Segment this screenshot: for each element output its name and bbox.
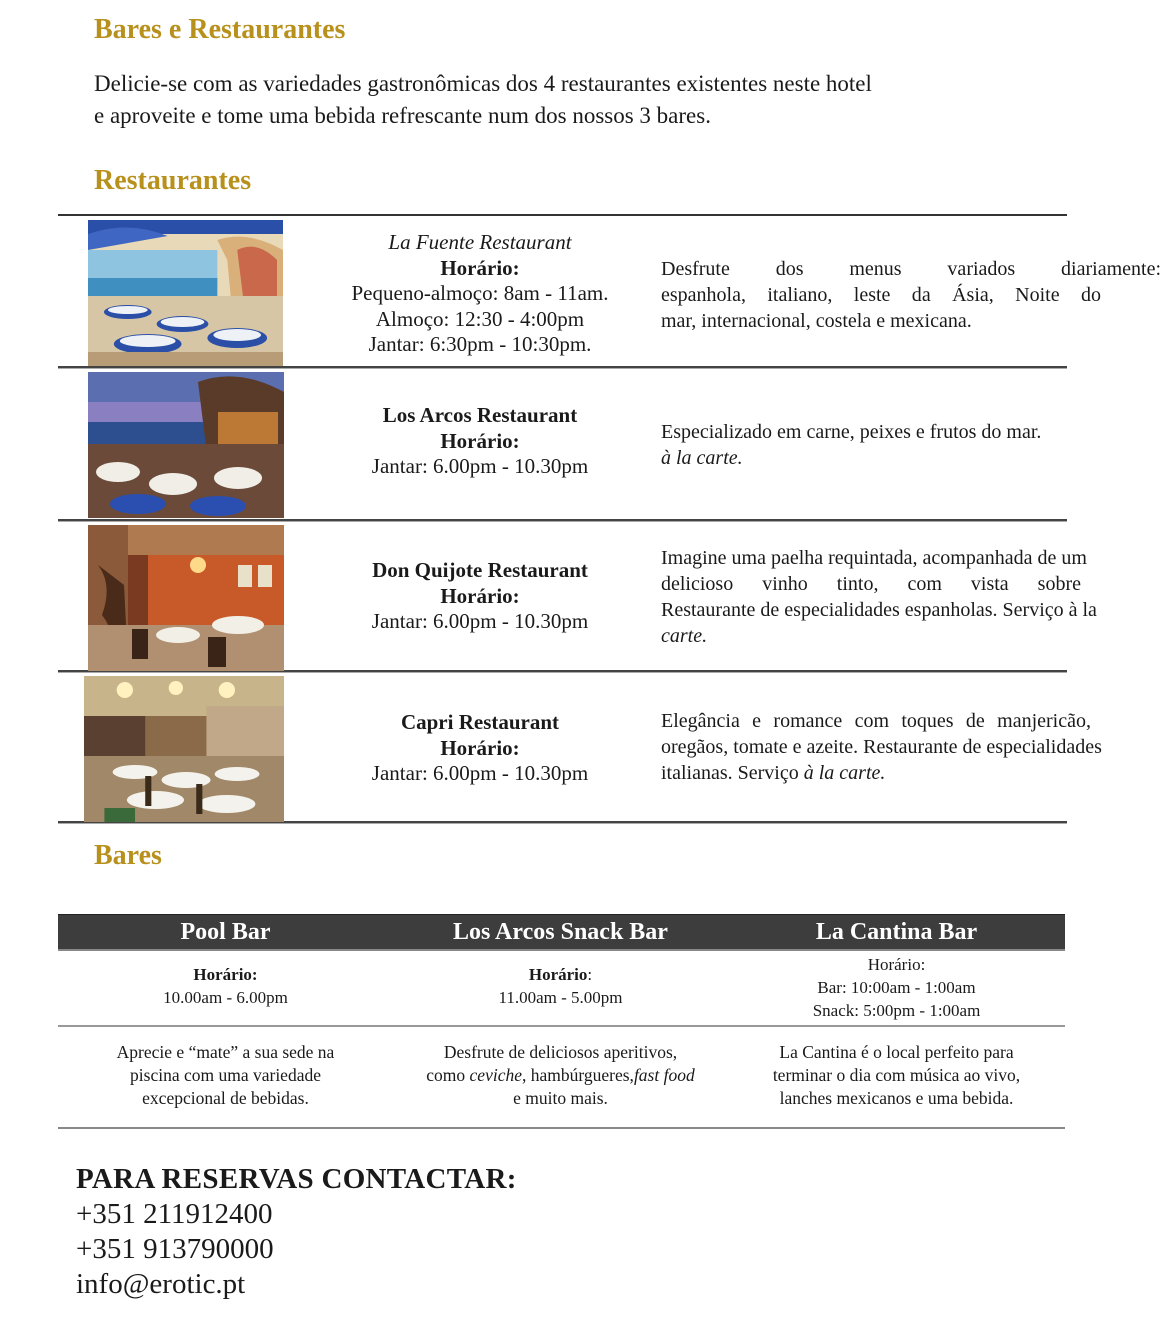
la-fuente-description: [661, 256, 1161, 334]
carte-text: carte.: [661, 625, 708, 647]
intro-line-2: e aproveite e tome uma bebida refrescante num dos nossos 3 bares.: [94, 103, 711, 128]
description-line: [661, 445, 1067, 471]
description-line: delicioso vinho tinto, com vista sobre: [661, 573, 1081, 595]
contact-block: [76, 1162, 517, 1302]
capri-info: [320, 710, 640, 787]
restaurant-name: Don Quijote Restaurant: [372, 558, 588, 582]
restaurant-row-los-arcos: [58, 368, 1067, 521]
restaurants-heading: Restaurantes: [94, 165, 252, 196]
hours-value: Bar: 10:00am - 1:00am: [817, 978, 976, 997]
restaurant-name: La Fuente Restaurant: [388, 230, 572, 254]
intro-line-1: Delicie-se com as variedades gastronômicas dos 4 restaurantes existentes neste hotel: [94, 71, 872, 96]
los-arcos-bar-description: [393, 1041, 728, 1110]
description-line: [661, 623, 1067, 649]
fast-food-text: fast food: [633, 1065, 695, 1085]
hours-line: Jantar: 6.00pm - 10.30pm: [371, 761, 589, 785]
restaurant-name: Los Arcos Restaurant: [382, 403, 578, 427]
bars-table: [58, 914, 1065, 1129]
hours-value: 11.00am - 5.00pm: [498, 988, 623, 1007]
phone-2[interactable]: +351 913790000: [76, 1233, 274, 1265]
ceviche-text: ceviche: [469, 1065, 522, 1085]
description-line: lanches mexicanos e uma bebida.: [779, 1088, 1014, 1108]
los-arcos-info: [320, 403, 640, 480]
pool-bar-hours: [58, 963, 393, 1009]
service-text: italianas. Serviço: [661, 762, 799, 784]
description-line: Elegância e romance com toques de manjericão,: [661, 710, 1091, 732]
hours-line: Jantar: 6:30pm - 10:30pm.: [368, 332, 592, 356]
restaurant-row-capri: [58, 672, 1102, 823]
don-quijote-info: [320, 558, 640, 635]
description-line: Restaurante de especialidades espanholas. Serviço à la: [661, 599, 1097, 621]
bars-header-row: [58, 914, 1065, 951]
hours-line: Jantar: 6.00pm - 10.30pm: [371, 454, 589, 478]
description-line: oregãos, tomate e azeite. Restaurante de especialidades: [661, 736, 1102, 758]
hours-label: Horário:: [440, 735, 520, 760]
capri-photo: [84, 676, 284, 822]
description-line: Aprecie e “mate” a sua sede na: [116, 1042, 335, 1062]
don-quijote-description: [661, 545, 1097, 649]
pool-bar-description: [58, 1041, 393, 1110]
contact-title: PARA RESERVAS CONTACTAR:: [76, 1163, 517, 1195]
description-line: Especializado em carne, peixes e frutos do mar.: [661, 421, 1042, 443]
hours-value: 10.00am - 6.00pm: [163, 988, 288, 1007]
los-arcos-bar-hours: Horário: 11.00am - 5.00pm: [498, 965, 623, 1007]
hours-label: Horário:: [193, 965, 258, 984]
description-line: Desfrute de deliciosos aperitivos,: [443, 1042, 678, 1062]
a-la-carte-text: à la carte.: [803, 762, 886, 784]
capri-description: [661, 708, 1102, 786]
restaurants-table: [58, 214, 1161, 823]
hours-line: Pequeno-almoço: 8am - 11am.: [351, 281, 609, 305]
bar-name-pool: Pool Bar: [180, 919, 271, 945]
description-line: La Cantina é o local perfeito para: [779, 1042, 1014, 1062]
bar-name-la-cantina: La Cantina Bar: [815, 919, 978, 945]
bars-heading: Bares: [94, 840, 162, 871]
hours-line: Almoço: 12:30 - 4:00pm: [375, 306, 585, 331]
bar-name-los-arcos: Los Arcos Snack Bar: [453, 919, 668, 945]
description-line: e muito mais.: [513, 1088, 608, 1108]
description-line: piscina com uma variedade: [130, 1065, 321, 1085]
intro-text: [94, 68, 1054, 132]
la-fuente-info: [320, 230, 640, 358]
hours-label: Horário: [528, 965, 588, 984]
description-line: excepcional de bebidas.: [142, 1088, 309, 1108]
hours-line: Jantar: 6.00pm - 10.30pm: [371, 609, 589, 633]
hours-label: Horário:: [440, 428, 520, 453]
email-link[interactable]: info@erotic.pt: [76, 1268, 246, 1300]
description-line: Imagine uma paelha requintada, acompanhada de um: [661, 547, 1087, 569]
la-cantina-bar-description: [728, 1041, 1065, 1110]
description-line: [661, 760, 1067, 786]
los-arcos-description: [661, 419, 1067, 471]
don-quijote-photo: [88, 525, 284, 671]
restaurant-row-don-quijote: [58, 521, 1097, 672]
hours-label: Horário:: [867, 955, 926, 974]
description-text: , hambúrgueres,: [521, 1065, 634, 1085]
hours-value: Snack: 5:00pm - 1:00am: [812, 1001, 981, 1020]
description-line: mar, internacional, costela e mexicana.: [661, 310, 972, 332]
page-title: Bares e Restaurantes: [94, 14, 346, 45]
la-fuente-photo: [88, 220, 283, 366]
phone-1[interactable]: +351 211912400: [76, 1198, 273, 1230]
la-cantina-bar-hours: [728, 953, 1065, 1022]
los-arcos-photo: [88, 372, 284, 518]
description-line: terminar o dia com música ao vivo,: [772, 1065, 1021, 1085]
description-line: espanhola, italiano, leste da Ásia, Noite do: [661, 284, 1101, 306]
a-la-carte-text: à la carte.: [661, 447, 743, 469]
description-text: como: [426, 1065, 466, 1085]
bars-description-row: [58, 1027, 1065, 1129]
bars-hours-row: [58, 951, 1065, 1027]
restaurant-name: Capri Restaurant: [400, 710, 560, 734]
hours-label: Horário:: [440, 583, 520, 608]
description-line: Desfrute dos menus variados diariamente:: [661, 258, 1161, 280]
restaurant-row-la-fuente: [58, 216, 1161, 368]
hours-label: Horário:: [440, 255, 520, 280]
